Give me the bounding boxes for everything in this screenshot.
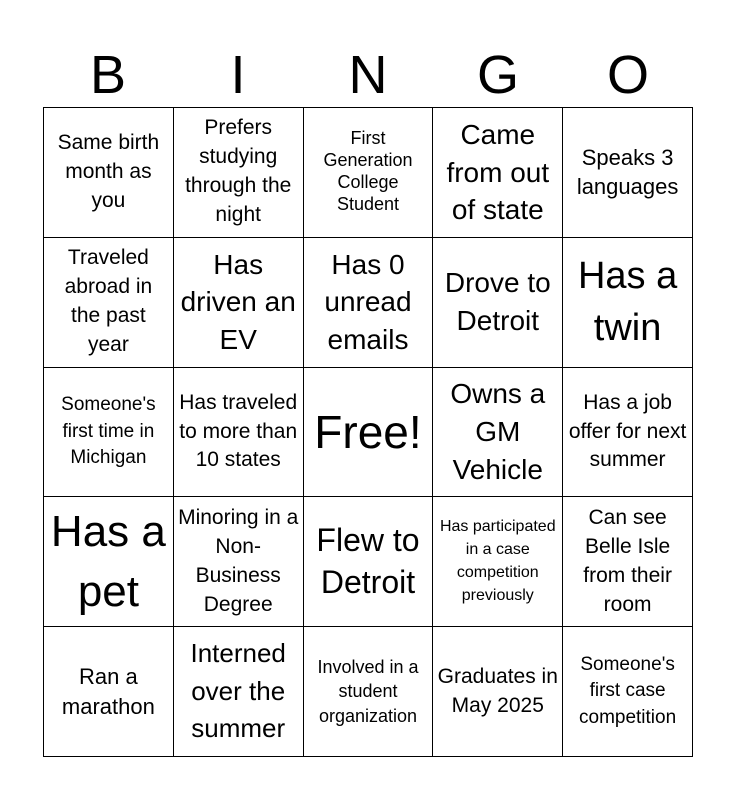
- cell-label: Has driven an EV: [180, 248, 296, 356]
- bingo-cell[interactable]: [563, 497, 693, 627]
- cell-label: Traveled abroad in the past year: [64, 246, 153, 357]
- bingo-cell[interactable]: [174, 368, 304, 498]
- bingo-board: [43, 107, 693, 757]
- cell-label: Ran a marathon: [61, 664, 155, 719]
- cell-label: Graduates in May 2025: [437, 664, 558, 717]
- bingo-cell[interactable]: [174, 108, 304, 238]
- cell-label: Came from out of state: [446, 118, 550, 226]
- bingo-cell[interactable]: [304, 108, 434, 238]
- bingo-cell[interactable]: [44, 497, 174, 627]
- cell-label: Prefers studying through the night: [185, 116, 292, 227]
- cell-label: Has a pet: [50, 506, 166, 616]
- header-letter-o: O: [606, 45, 649, 105]
- header-letter-i: I: [230, 45, 246, 105]
- cell-label: Has traveled to more than 10 states: [179, 390, 298, 472]
- bingo-cell[interactable]: [563, 368, 693, 498]
- cell-label: Someone's first time in Michigan: [61, 393, 156, 469]
- bingo-cell[interactable]: [563, 108, 693, 238]
- bingo-cell[interactable]: [44, 238, 174, 368]
- bingo-cell[interactable]: [563, 238, 693, 368]
- cell-label: Has 0 unread emails: [324, 248, 412, 356]
- header-letter-b: B: [89, 45, 127, 105]
- header-letter-g: G: [476, 45, 519, 105]
- bingo-cell[interactable]: [433, 238, 563, 368]
- bingo-cell[interactable]: [44, 627, 174, 757]
- bingo-cell[interactable]: [44, 368, 174, 498]
- cell-label: Same birth month as you: [57, 130, 160, 212]
- cell-label: Has a job offer for next summer: [568, 390, 687, 472]
- bingo-cell[interactable]: [304, 627, 434, 757]
- bingo-cell[interactable]: [433, 627, 563, 757]
- cell-label: Flew to Detroit: [316, 522, 420, 600]
- cell-label: Interned over the summer: [190, 638, 286, 744]
- bingo-cell[interactable]: [304, 497, 434, 627]
- cell-label: Has a twin: [577, 254, 678, 350]
- bingo-cell-free[interactable]: [304, 368, 434, 498]
- bingo-cell[interactable]: [433, 368, 563, 498]
- bingo-cell[interactable]: [174, 238, 304, 368]
- bingo-cell[interactable]: [304, 238, 434, 368]
- bingo-cell[interactable]: [433, 108, 563, 238]
- cell-label: Speaks 3 languages: [576, 145, 679, 200]
- cell-label: Drove to Detroit: [444, 267, 551, 337]
- cell-label: Owns a GM Vehicle: [450, 378, 546, 485]
- bingo-cell[interactable]: [563, 627, 693, 757]
- cell-label: Minoring in a Non-Business Degree: [178, 505, 299, 616]
- cell-label: Involved in a student organization: [317, 657, 419, 726]
- bingo-header: [43, 44, 693, 106]
- bingo-cell[interactable]: [174, 627, 304, 757]
- bingo-cell[interactable]: [433, 497, 563, 627]
- cell-label: Has participated in a case competition previously: [439, 518, 556, 604]
- cell-label: First Generation College Student: [323, 128, 413, 215]
- header-letter-n: N: [348, 45, 388, 105]
- cell-label: Someone's first case competition: [579, 654, 677, 728]
- free-space-label: Free!: [314, 405, 422, 458]
- bingo-cell[interactable]: [174, 497, 304, 627]
- cell-label: Can see Belle Isle from their room: [583, 505, 672, 616]
- bingo-cell[interactable]: [44, 108, 174, 238]
